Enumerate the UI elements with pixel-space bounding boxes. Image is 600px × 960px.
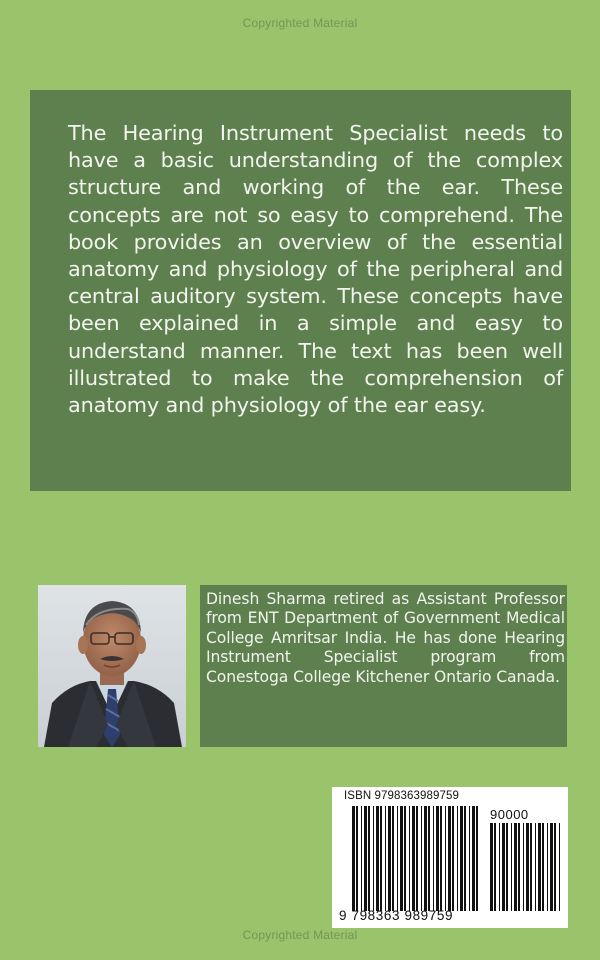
barcode-bar bbox=[416, 806, 418, 911]
blurb-text: The Hearing Instrument Specialist needs to have a basic understanding of the complex structure and working of the ear. These concepts are not so easy to comprehend. The book provides an overview of the essential anatomy and physiology of the peripheral and central auditory system. These concepts have been explained in a simple and easy to understand manner. The text has been well illustrated to make the comprehension of anatomy and physiology of the ear easy. bbox=[68, 121, 563, 418]
barcode-bar bbox=[452, 806, 454, 911]
author-bio: Dinesh Sharma retired as Assistant Professor from ENT Department of Government Medical College Amritsar India. He has done Hearing Instrument Specialist program from Conestoga College Kitchener Ontario Canada. bbox=[206, 590, 565, 686]
barcode-bar bbox=[460, 806, 463, 911]
barcode-bar bbox=[433, 806, 434, 911]
watermark-top: Copyrighted Material bbox=[242, 16, 358, 30]
barcode-bar bbox=[464, 806, 466, 911]
barcode-bar bbox=[469, 806, 470, 911]
barcode-bar bbox=[352, 806, 355, 911]
barcode-bar bbox=[476, 806, 478, 911]
barcode-bar bbox=[356, 806, 358, 911]
barcode-bar bbox=[457, 806, 458, 911]
barcode-bar bbox=[373, 806, 374, 911]
barcode-bar bbox=[559, 823, 560, 911]
watermark-bottom: Copyrighted Material bbox=[242, 928, 358, 942]
isbn-label: ISBN 9798363989759 bbox=[344, 790, 459, 802]
barcode-bar bbox=[523, 823, 524, 911]
barcode-bar bbox=[448, 806, 451, 911]
barcode-bar bbox=[436, 806, 439, 911]
barcode-bar bbox=[388, 806, 391, 911]
barcode-bar bbox=[404, 806, 406, 911]
barcode-bar bbox=[554, 823, 556, 911]
barcode-bar bbox=[409, 806, 410, 911]
barcode-bar bbox=[499, 823, 500, 911]
barcode-bar bbox=[440, 806, 442, 911]
barcode-bar bbox=[364, 806, 367, 911]
barcode-bar bbox=[385, 806, 386, 911]
author-photo bbox=[38, 585, 186, 747]
blurb-box bbox=[30, 90, 571, 491]
barcode-bar bbox=[421, 806, 422, 911]
author-portrait-image bbox=[38, 585, 186, 747]
barcode-bar bbox=[428, 806, 430, 911]
barcode-bar bbox=[368, 806, 370, 911]
barcode-bar bbox=[518, 823, 520, 911]
barcode-bar bbox=[472, 806, 475, 911]
barcode-bar bbox=[550, 823, 553, 911]
barcode-bar bbox=[506, 823, 508, 911]
barcode-bar bbox=[392, 806, 394, 911]
barcode-bar bbox=[526, 823, 529, 911]
barcode-bar bbox=[538, 823, 541, 911]
barcode-bar bbox=[424, 806, 427, 911]
author-bio-box bbox=[200, 585, 567, 747]
barcode-bar bbox=[361, 806, 362, 911]
barcode-bar bbox=[490, 823, 493, 911]
price-code: 90000 bbox=[490, 807, 529, 822]
barcode-bar bbox=[535, 823, 536, 911]
barcode-bar bbox=[400, 806, 403, 911]
barcode-bar bbox=[514, 823, 517, 911]
barcode-bar bbox=[542, 823, 544, 911]
barcode-bar bbox=[547, 823, 548, 911]
barcode-bars bbox=[332, 787, 568, 928]
barcode-bar bbox=[376, 806, 379, 911]
barcode-bar bbox=[494, 823, 496, 911]
barcode-bar bbox=[397, 806, 398, 911]
barcode-panel bbox=[332, 787, 568, 928]
barcode-bar bbox=[380, 806, 382, 911]
isbn-digits: 9 798363 989759 bbox=[339, 908, 454, 923]
barcode-bar bbox=[530, 823, 532, 911]
barcode-bar bbox=[502, 823, 505, 911]
barcode-bar bbox=[445, 806, 446, 911]
barcode-bar bbox=[511, 823, 512, 911]
barcode-bar bbox=[412, 806, 415, 911]
